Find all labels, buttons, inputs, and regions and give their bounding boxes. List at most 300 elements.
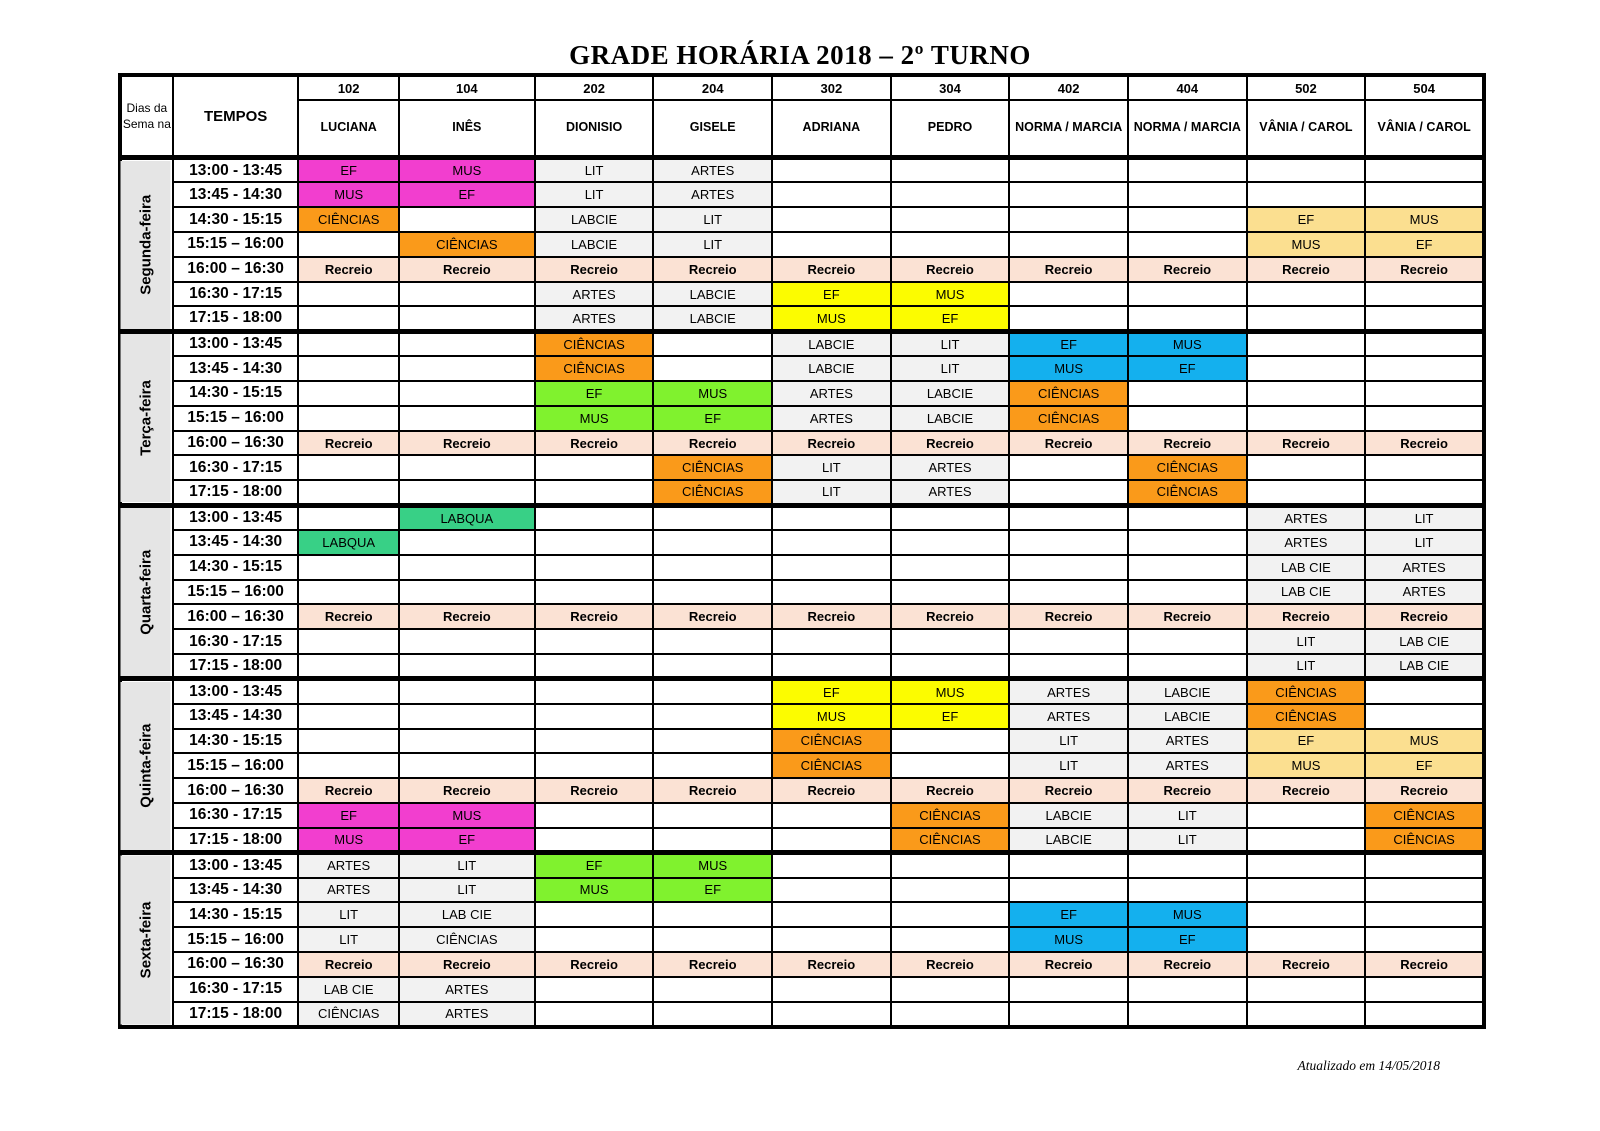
class-cell: LIT [1365,530,1484,555]
class-cell [1009,158,1128,183]
recess-cell: Recreio [772,431,891,456]
class-cell [535,679,654,704]
class-cell: LAB CIE [1365,654,1484,679]
class-cell [399,455,535,480]
class-cell [298,580,398,605]
class-cell: EF [1247,729,1366,754]
header-teacher: DIONISIO [535,100,654,158]
class-cell: LIT [653,232,772,257]
class-cell [1128,654,1247,679]
time-row [120,232,1484,257]
class-cell: ARTES [399,977,535,1002]
class-cell: MUS [891,282,1010,307]
class-cell [1128,580,1247,605]
recess-cell: Recreio [298,778,398,803]
recess-cell: Recreio [1247,431,1366,456]
recess-cell: Recreio [1247,778,1366,803]
class-cell [772,654,891,679]
class-cell: LABCIE [653,306,772,331]
class-cell [399,207,535,232]
class-cell: EF [891,306,1010,331]
class-cell: LIT [653,207,772,232]
class-cell: LIT [1247,654,1366,679]
class-cell: LIT [1247,629,1366,654]
class-cell [891,927,1010,952]
class-cell [891,555,1010,580]
class-cell [772,828,891,853]
time-slot: 16:30 - 17:15 [173,629,299,654]
header-room-row [120,75,1484,100]
class-cell: EF [1365,753,1484,778]
recess-cell: Recreio [298,952,398,977]
class-cell [772,927,891,952]
recess-cell: Recreio [772,778,891,803]
class-cell: CIÊNCIAS [653,480,772,505]
class-cell [891,1002,1010,1027]
class-cell: MUS [772,704,891,729]
recess-cell: Recreio [1009,431,1128,456]
class-cell [535,654,654,679]
class-cell [1009,530,1128,555]
class-cell [1009,232,1128,257]
time-slot: 13:00 - 13:45 [173,331,299,356]
class-cell: LABCIE [1128,679,1247,704]
class-cell: ARTES [772,406,891,431]
class-cell [1128,530,1247,555]
class-cell [1009,207,1128,232]
class-cell: LIT [1128,803,1247,828]
time-slot: 14:30 - 15:15 [173,207,299,232]
class-cell [653,704,772,729]
class-cell [653,902,772,927]
recess-cell: Recreio [298,431,398,456]
time-slot: 13:00 - 13:45 [173,853,299,878]
class-cell [772,1002,891,1027]
class-cell [298,505,398,530]
class-cell: LIT [399,878,535,903]
class-cell [1009,306,1128,331]
class-cell [891,182,1010,207]
class-cell [891,505,1010,530]
class-cell: ARTES [399,1002,535,1027]
class-cell: CIÊNCIAS [535,331,654,356]
header-room: 402 [1009,75,1128,100]
class-cell: MUS [772,306,891,331]
recess-row [120,952,1484,977]
class-cell: EF [772,679,891,704]
class-cell [891,753,1010,778]
class-cell: CIÊNCIAS [399,232,535,257]
class-cell [1365,306,1484,331]
time-slot: 17:15 - 18:00 [173,480,299,505]
recess-cell: Recreio [653,431,772,456]
time-row [120,828,1484,853]
class-cell [1009,1002,1128,1027]
class-cell [399,282,535,307]
class-cell [1365,853,1484,878]
class-cell: MUS [535,406,654,431]
class-cell: MUS [653,381,772,406]
time-row [120,406,1484,431]
class-cell [1128,182,1247,207]
class-cell: LIT [772,480,891,505]
class-cell [1128,555,1247,580]
class-cell: LIT [298,902,398,927]
class-cell [1128,232,1247,257]
time-row [120,455,1484,480]
class-cell [1247,182,1366,207]
time-slot: 17:15 - 18:00 [173,306,299,331]
class-cell: EF [1128,356,1247,381]
recess-cell: Recreio [1009,257,1128,282]
class-cell: MUS [1247,232,1366,257]
class-cell: EF [1009,902,1128,927]
class-cell: LIT [1128,828,1247,853]
class-cell [399,679,535,704]
class-cell: CIÊNCIAS [772,753,891,778]
class-cell: MUS [653,853,772,878]
class-cell [772,580,891,605]
time-row [120,803,1484,828]
class-cell [1247,406,1366,431]
class-cell: ARTES [535,282,654,307]
class-cell [772,182,891,207]
class-cell: ARTES [653,158,772,183]
class-cell [535,803,654,828]
class-cell: LIT [891,331,1010,356]
class-cell [535,902,654,927]
class-cell [1247,927,1366,952]
time-row [120,853,1484,878]
time-slot: 16:30 - 17:15 [173,282,299,307]
time-row [120,480,1484,505]
class-cell: MUS [891,679,1010,704]
recess-cell: Recreio [1365,604,1484,629]
class-cell: EF [1009,331,1128,356]
header-teacher: GISELE [653,100,772,158]
time-slot: 15:15 – 16:00 [173,753,299,778]
time-row [120,207,1484,232]
class-cell [535,1002,654,1027]
class-cell [891,232,1010,257]
time-row [120,704,1484,729]
class-cell: ARTES [1247,530,1366,555]
time-row [120,1002,1484,1027]
time-slot: 13:00 - 13:45 [173,158,299,183]
class-cell [1009,505,1128,530]
class-cell: ARTES [1128,729,1247,754]
class-cell: MUS [1009,927,1128,952]
class-cell [1009,878,1128,903]
class-cell: ARTES [1365,555,1484,580]
class-cell [1247,902,1366,927]
time-row [120,555,1484,580]
class-cell: CIÊNCIAS [399,927,535,952]
header-teacher: NORMA / MARCIA [1009,100,1128,158]
class-cell [535,555,654,580]
class-cell: LABCIE [772,331,891,356]
class-cell: LABCIE [535,232,654,257]
day-label: Segunda-feira [120,158,173,332]
class-cell: LABQUA [399,505,535,530]
class-cell [891,902,1010,927]
class-cell [399,356,535,381]
recess-cell: Recreio [399,604,535,629]
class-cell: ARTES [298,878,398,903]
class-cell [399,580,535,605]
time-slot: 15:15 – 16:00 [173,232,299,257]
recess-cell: Recreio [399,257,535,282]
header-room: 504 [1365,75,1484,100]
class-cell: MUS [298,182,398,207]
class-cell: EF [399,828,535,853]
schedule-body [120,158,1484,1028]
class-cell [1128,853,1247,878]
class-cell: MUS [1365,207,1484,232]
header-room: 304 [891,75,1010,100]
time-slot: 16:00 – 16:30 [173,604,299,629]
class-cell [891,729,1010,754]
time-row [120,654,1484,679]
header-days: Dias da Sema na [120,75,173,158]
class-cell [298,654,398,679]
recess-cell: Recreio [535,604,654,629]
class-cell: CIÊNCIAS [891,828,1010,853]
class-cell [653,977,772,1002]
class-cell [1247,455,1366,480]
class-cell [1247,828,1366,853]
class-cell [1009,480,1128,505]
class-cell: ARTES [1128,753,1247,778]
class-cell: EF [535,381,654,406]
class-cell: MUS [1009,356,1128,381]
class-cell [653,530,772,555]
day-label: Terça-feira [120,331,173,505]
time-row [120,753,1484,778]
time-slot: 16:00 – 16:30 [173,778,299,803]
class-cell: MUS [399,158,535,183]
class-cell: EF [298,158,398,183]
class-cell [298,480,398,505]
class-cell [1247,480,1366,505]
class-cell [772,158,891,183]
class-cell [653,505,772,530]
time-slot: 16:00 – 16:30 [173,431,299,456]
class-cell: LABCIE [535,207,654,232]
class-cell [1365,977,1484,1002]
class-cell [535,455,654,480]
class-cell [1247,331,1366,356]
class-cell: LIT [535,182,654,207]
page-title: GRADE HORÁRIA 2018 – 2º TURNO [569,40,1031,70]
class-cell: EF [891,704,1010,729]
time-row [120,878,1484,903]
class-cell [1247,803,1366,828]
class-cell [535,480,654,505]
recess-row [120,604,1484,629]
class-cell: EF [1247,207,1366,232]
class-cell [1247,1002,1366,1027]
recess-cell: Recreio [1128,778,1247,803]
class-cell: ARTES [1247,505,1366,530]
header-teacher: ADRIANA [772,100,891,158]
class-cell: EF [1365,232,1484,257]
time-slot: 13:00 - 13:45 [173,679,299,704]
class-cell [1128,306,1247,331]
class-cell: CIÊNCIAS [1009,406,1128,431]
recess-cell: Recreio [1365,778,1484,803]
class-cell [1247,878,1366,903]
recess-cell: Recreio [653,257,772,282]
class-cell: LABQUA [298,530,398,555]
class-cell [399,331,535,356]
class-cell [535,530,654,555]
header-room: 104 [399,75,535,100]
class-cell: MUS [1247,753,1366,778]
class-cell [399,406,535,431]
class-cell [298,282,398,307]
class-cell [772,803,891,828]
class-cell [772,977,891,1002]
day-label: Quarta-feira [120,505,173,679]
time-row [120,158,1484,183]
class-cell [653,803,772,828]
class-cell: CIÊNCIAS [535,356,654,381]
recess-cell: Recreio [1009,604,1128,629]
time-slot: 14:30 - 15:15 [173,555,299,580]
time-row [120,182,1484,207]
recess-cell: Recreio [772,952,891,977]
class-cell [1128,977,1247,1002]
class-cell: MUS [1365,729,1484,754]
class-cell: ARTES [772,381,891,406]
class-cell: LABCIE [891,381,1010,406]
class-cell [1009,977,1128,1002]
class-cell [1247,306,1366,331]
time-slot: 17:15 - 18:00 [173,1002,299,1027]
class-cell: CIÊNCIAS [1128,480,1247,505]
class-cell: LIT [772,455,891,480]
recess-cell: Recreio [535,431,654,456]
time-slot: 13:00 - 13:45 [173,505,299,530]
recess-cell: Recreio [891,257,1010,282]
class-cell [1128,406,1247,431]
class-cell [1128,282,1247,307]
class-cell [298,406,398,431]
class-cell [399,654,535,679]
class-cell [891,207,1010,232]
class-cell [1128,629,1247,654]
header-teacher: INÊS [399,100,535,158]
class-cell: CIÊNCIAS [1247,679,1366,704]
class-cell: LIT [1009,753,1128,778]
class-cell [1365,406,1484,431]
time-row [120,927,1484,952]
class-cell [1365,455,1484,480]
class-cell: ARTES [1365,580,1484,605]
class-cell [1247,356,1366,381]
class-cell [298,356,398,381]
class-cell [1128,1002,1247,1027]
class-cell [891,530,1010,555]
class-cell [535,505,654,530]
class-cell [772,902,891,927]
recess-row [120,778,1484,803]
header-room: 202 [535,75,654,100]
recess-cell: Recreio [399,952,535,977]
recess-cell: Recreio [772,604,891,629]
recess-cell: Recreio [891,952,1010,977]
header-room: 102 [298,75,398,100]
class-cell: LIT [399,853,535,878]
recess-row [120,257,1484,282]
time-row [120,629,1484,654]
class-cell [399,753,535,778]
class-cell: ARTES [1009,679,1128,704]
class-cell [1128,381,1247,406]
class-cell [653,356,772,381]
class-cell: MUS [399,803,535,828]
class-cell: LAB CIE [298,977,398,1002]
class-cell: EF [535,853,654,878]
class-cell: LAB CIE [1365,629,1484,654]
time-slot: 16:30 - 17:15 [173,803,299,828]
time-slot: 15:15 – 16:00 [173,580,299,605]
recess-cell: Recreio [1365,952,1484,977]
header-teacher: NORMA / MARCIA [1128,100,1247,158]
class-cell [298,232,398,257]
time-slot: 14:30 - 15:15 [173,381,299,406]
recess-cell: Recreio [535,952,654,977]
class-cell: ARTES [653,182,772,207]
class-cell [298,679,398,704]
class-cell: ARTES [891,455,1010,480]
class-cell [298,753,398,778]
class-cell [891,977,1010,1002]
recess-cell: Recreio [1128,257,1247,282]
class-cell [772,555,891,580]
class-cell [653,679,772,704]
time-slot: 16:00 – 16:30 [173,952,299,977]
class-cell: CIÊNCIAS [298,1002,398,1027]
class-cell [1365,878,1484,903]
class-cell [535,927,654,952]
recess-cell: Recreio [298,604,398,629]
class-cell: CIÊNCIAS [772,729,891,754]
class-cell [1365,1002,1484,1027]
class-cell [653,753,772,778]
class-cell [535,629,654,654]
time-row [120,729,1484,754]
class-cell: LAB CIE [399,902,535,927]
recess-cell: Recreio [653,604,772,629]
class-cell [653,729,772,754]
class-cell: LIT [535,158,654,183]
class-cell [772,207,891,232]
class-cell [1365,381,1484,406]
header-room: 502 [1247,75,1366,100]
time-slot: 13:45 - 14:30 [173,530,299,555]
time-slot: 14:30 - 15:15 [173,902,299,927]
class-cell: MUS [298,828,398,853]
recess-cell: Recreio [1365,257,1484,282]
recess-cell: Recreio [653,778,772,803]
recess-cell: Recreio [891,604,1010,629]
class-cell: LAB CIE [1247,580,1366,605]
class-cell [298,306,398,331]
class-cell: ARTES [298,853,398,878]
class-cell [653,580,772,605]
